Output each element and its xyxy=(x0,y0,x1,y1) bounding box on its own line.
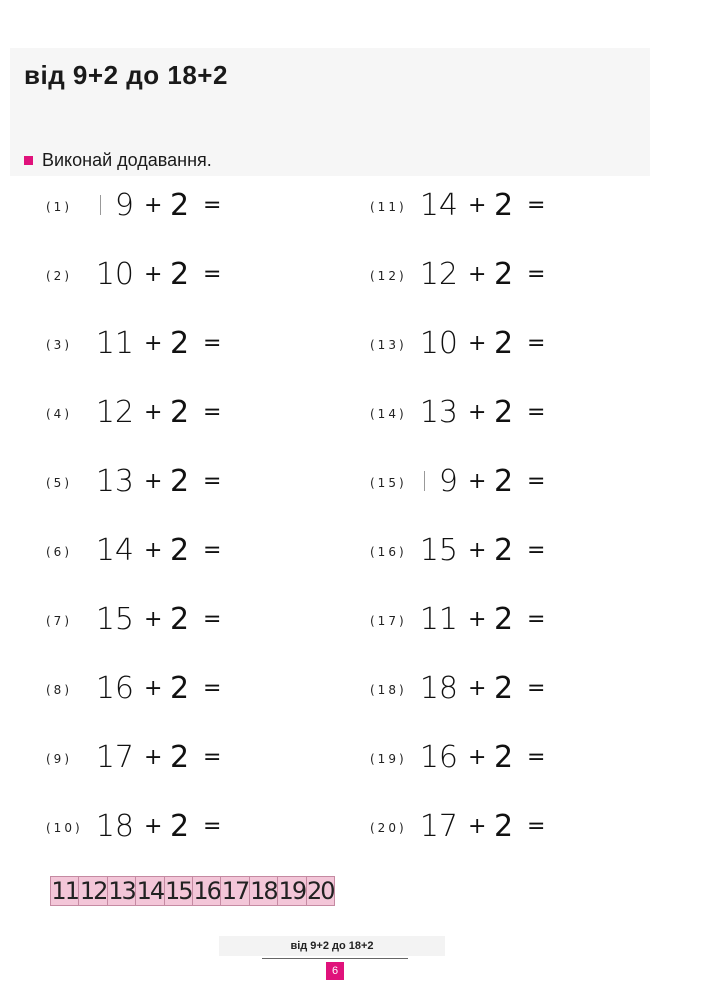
problem-addend-a: 17 xyxy=(95,740,134,775)
problem-item xyxy=(370,533,570,573)
plus-sign: + xyxy=(144,676,163,701)
problem-addend-b: 2 xyxy=(170,533,190,568)
problem-label: (6) xyxy=(46,545,72,559)
problem-label: (20) xyxy=(370,821,407,835)
problem-addend-a: 15 xyxy=(95,602,134,637)
problem-label: (14) xyxy=(370,407,407,421)
problem-addend-a: 14 xyxy=(95,533,134,568)
instruction-text: Виконай додавання. xyxy=(42,150,212,170)
problem-addend-b: 2 xyxy=(494,671,514,706)
number-strip-cell: 11 xyxy=(51,877,78,905)
number-strip-cell: 18 xyxy=(250,877,277,905)
problem-label: (12) xyxy=(370,269,407,283)
problem-addend-b: 2 xyxy=(494,602,514,637)
plus-sign: + xyxy=(144,400,163,425)
page-number: 6 xyxy=(326,962,344,980)
equals-sign: = xyxy=(203,676,222,701)
plus-sign: + xyxy=(144,193,163,218)
plus-sign: + xyxy=(144,538,163,563)
problem-addend-b: 2 xyxy=(170,740,190,775)
footer-divider xyxy=(262,958,408,959)
equals-sign: = xyxy=(527,538,546,563)
problem-addend-a: 9 xyxy=(438,464,458,499)
problem-item xyxy=(370,188,570,228)
plus-sign: + xyxy=(468,193,487,218)
problem-label: (15) xyxy=(370,476,407,490)
problem-addend-b: 2 xyxy=(170,257,190,292)
problem-addend-a: 14 xyxy=(419,188,458,223)
problem-addend-a: 16 xyxy=(95,671,134,706)
equals-sign: = xyxy=(527,814,546,839)
problem-addend-b: 2 xyxy=(494,395,514,430)
problem-addend-b: 2 xyxy=(170,671,190,706)
equals-sign: = xyxy=(203,814,222,839)
problem-label: (17) xyxy=(370,614,407,628)
equals-sign: = xyxy=(203,331,222,356)
problem-label: (19) xyxy=(370,752,407,766)
equals-sign: = xyxy=(527,745,546,770)
equals-sign: = xyxy=(203,607,222,632)
problem-label: (2) xyxy=(46,269,72,283)
problem-item xyxy=(46,395,246,435)
problem-label: (3) xyxy=(46,338,72,352)
problem-addend-b: 2 xyxy=(494,257,514,292)
problem-label: (7) xyxy=(46,614,72,628)
problem-label: (8) xyxy=(46,683,72,697)
problem-item xyxy=(46,533,246,573)
problem-addend-b: 2 xyxy=(170,326,190,361)
problem-item xyxy=(46,602,246,642)
plus-sign: + xyxy=(468,676,487,701)
equals-sign: = xyxy=(527,607,546,632)
problem-item xyxy=(46,257,246,297)
problem-addend-a: 16 xyxy=(419,740,458,775)
number-strip-cell: 12 xyxy=(79,877,107,905)
equals-sign: = xyxy=(203,193,222,218)
equals-sign: = xyxy=(527,400,546,425)
number-strip-cell: 19 xyxy=(278,877,306,905)
plus-sign: + xyxy=(144,607,163,632)
equals-sign: = xyxy=(203,262,222,287)
problem-item xyxy=(46,740,246,780)
plus-sign: + xyxy=(144,331,163,356)
problem-addend-b: 2 xyxy=(494,326,514,361)
problem-addend-b: 2 xyxy=(170,395,190,430)
problem-addend-b: 2 xyxy=(170,602,190,637)
problem-item xyxy=(46,671,246,711)
problem-addend-b: 2 xyxy=(494,809,514,844)
equals-sign: = xyxy=(203,400,222,425)
number-strip-cell: 20 xyxy=(306,877,334,905)
problem-item xyxy=(46,188,246,228)
plus-sign: + xyxy=(468,745,487,770)
bullet-square-icon xyxy=(24,156,33,165)
footer-title: від 9+2 до 18+2 xyxy=(290,940,374,952)
problem-addend-a: 15 xyxy=(419,533,458,568)
problem-addend-b: 2 xyxy=(494,188,514,223)
problem-item xyxy=(370,809,570,849)
equals-sign: = xyxy=(203,538,222,563)
problem-addend-a: 13 xyxy=(95,464,134,499)
plus-sign: + xyxy=(468,262,487,287)
problem-addend-a: 10 xyxy=(95,257,134,292)
problem-label: (13) xyxy=(370,338,407,352)
problem-item xyxy=(370,464,570,504)
equals-sign: = xyxy=(527,469,546,494)
plus-sign: + xyxy=(468,400,487,425)
problem-item xyxy=(370,326,570,366)
plus-sign: + xyxy=(144,745,163,770)
problem-item xyxy=(46,326,246,366)
problem-addend-a: 11 xyxy=(419,602,458,637)
problem-label: (16) xyxy=(370,545,407,559)
number-strip-cell: 14 xyxy=(136,877,164,905)
page-title: від 9+2 до 18+2 xyxy=(24,60,228,90)
equals-sign: = xyxy=(527,193,546,218)
problem-addend-b: 2 xyxy=(494,740,514,775)
problem-addend-b: 2 xyxy=(170,809,190,844)
number-strip-cell: 13 xyxy=(108,877,135,905)
problem-item xyxy=(46,809,246,849)
problem-addend-b: 2 xyxy=(170,188,190,223)
plus-sign: + xyxy=(468,607,487,632)
number-strip xyxy=(50,876,335,906)
guide-line xyxy=(100,195,101,215)
problem-addend-a: 12 xyxy=(419,257,458,292)
problem-label: (18) xyxy=(370,683,407,697)
equals-sign: = xyxy=(527,676,546,701)
problem-addend-a: 18 xyxy=(419,671,458,706)
problem-item xyxy=(370,671,570,711)
equals-sign: = xyxy=(203,745,222,770)
problem-addend-a: 12 xyxy=(95,395,134,430)
plus-sign: + xyxy=(468,331,487,356)
problem-addend-a: 18 xyxy=(95,809,134,844)
plus-sign: + xyxy=(144,262,163,287)
problem-item xyxy=(370,602,570,642)
plus-sign: + xyxy=(144,814,163,839)
equals-sign: = xyxy=(527,331,546,356)
guide-line xyxy=(424,471,425,491)
plus-sign: + xyxy=(144,469,163,494)
problem-item xyxy=(370,257,570,297)
problem-addend-a: 17 xyxy=(419,809,458,844)
plus-sign: + xyxy=(468,814,487,839)
equals-sign: = xyxy=(203,469,222,494)
problem-addend-b: 2 xyxy=(170,464,190,499)
problem-addend-a: 9 xyxy=(114,188,134,223)
number-strip-cell: 15 xyxy=(164,877,192,905)
plus-sign: + xyxy=(468,538,487,563)
problem-item xyxy=(370,740,570,780)
problem-item xyxy=(46,464,246,504)
problem-label: (1) xyxy=(46,200,72,214)
problem-addend-b: 2 xyxy=(494,533,514,568)
problem-label: (4) xyxy=(46,407,72,421)
problem-addend-b: 2 xyxy=(494,464,514,499)
instruction xyxy=(24,150,212,171)
problem-addend-a: 11 xyxy=(95,326,134,361)
problem-label: (5) xyxy=(46,476,72,490)
number-strip-cell: 17 xyxy=(221,877,249,905)
equals-sign: = xyxy=(527,262,546,287)
problem-label: (11) xyxy=(370,200,407,214)
problem-label: (10) xyxy=(46,821,83,835)
problem-item xyxy=(370,395,570,435)
plus-sign: + xyxy=(468,469,487,494)
number-strip-cell: 16 xyxy=(193,877,220,905)
problem-addend-a: 10 xyxy=(419,326,458,361)
problem-addend-a: 13 xyxy=(419,395,458,430)
problem-label: (9) xyxy=(46,752,72,766)
